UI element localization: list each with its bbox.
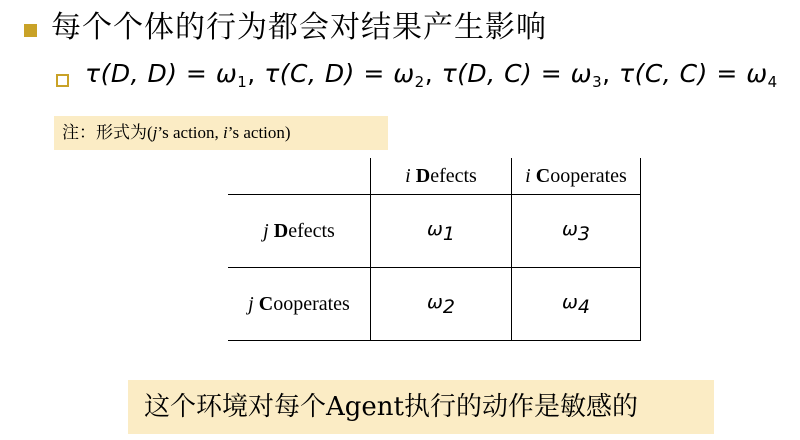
- payoff-matrix: [228, 158, 641, 341]
- matrix-cell: $\omega_4$: [512, 268, 641, 341]
- matrix-corner: [228, 158, 371, 195]
- column-header-i-cooperates: i Cooperates: [512, 158, 641, 195]
- matrix-cell: $\omega_2$: [371, 268, 512, 341]
- bottom-highlight-note: 这个环境对每个Agent执行的动作是敏感的: [128, 380, 714, 434]
- heading-text: 每个个体的行为都会对结果产生影响: [51, 10, 547, 45]
- utility-formula: τ(D, $D) = \omega_1$, τ(C, $D) = \omega_2$, τ(D, $C) = \omega_3$, τ(C, $C) = \omega_4$: [85, 59, 778, 91]
- square-bullet-icon: [24, 24, 37, 37]
- formula-term-2: τ(C, $D) = \omega_2$: [264, 59, 425, 91]
- matrix-header-row: [228, 158, 641, 195]
- formula-term-1: τ(D, $D) = \omega_1$: [85, 59, 248, 91]
- formula-term-4: τ(C, $C) = \omega_4$: [619, 59, 778, 91]
- row-header-j-cooperates: j Cooperates: [228, 268, 371, 341]
- row-header-j-defects: j Defects: [228, 195, 371, 268]
- matrix-cell: $\omega_3$: [512, 195, 641, 268]
- bullet-main: [24, 8, 547, 48]
- bullet-sub: [56, 54, 778, 102]
- formula-term-3: τ(D, $C) = \omega_3$: [441, 59, 603, 91]
- matrix-row-j-cooperates: [228, 268, 641, 341]
- hollow-square-bullet-icon: [56, 74, 69, 87]
- column-header-i-defects: i Defects: [371, 158, 512, 195]
- format-note: 注：形式为(j’s action, i’s action): [54, 116, 388, 150]
- matrix-row-j-defects: [228, 195, 641, 268]
- matrix-cell: $\omega_1$: [371, 195, 512, 268]
